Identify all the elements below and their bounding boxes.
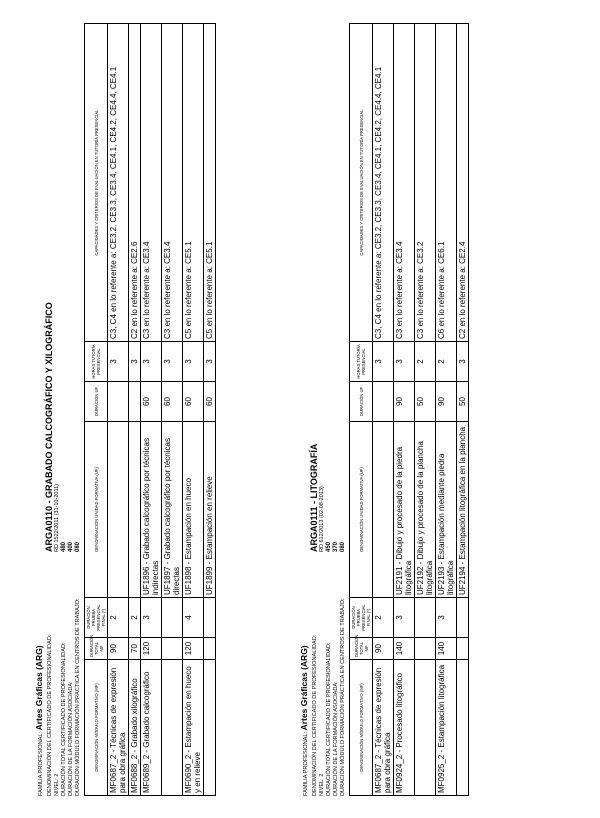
dur-uf-cell: 50 <box>457 382 469 422</box>
tutoria-cell: 3 <box>373 342 394 382</box>
dur-mf-cell: 140 <box>394 638 415 660</box>
certificate-code: ARGA0111 - LITOGRAFÍA <box>309 443 319 552</box>
duracion-total-value: 480 <box>61 541 67 552</box>
certificate-header <box>30 20 126 800</box>
col-dur-uf: DURACIÓN UF <box>85 382 108 422</box>
duracion-practica-label: DURACIÓN MÓDULO FORMACIÓN PRÁCTICA EN CENTROS DE TRABAJO: <box>75 598 81 796</box>
col-unidad: DENOMINACIÓN UNIDAD FORMATIVA (UF) <box>85 422 108 598</box>
nivel-label: NIVEL: 2 <box>319 773 325 796</box>
modulo-cell: MF0924_2 - Procesado litográfico <box>394 660 415 796</box>
col-horas-prueba: DURACIÓN PRUEBA PRESENCIAL FINAL (*) <box>350 598 373 638</box>
tutoria-cell: 3 <box>457 342 469 382</box>
col-modulo: DENOMINACIÓN MÓDULO FORMATIVO (MF) <box>350 660 373 796</box>
unidad-cell: UF1897 - Grabado calcográfico por técnicas directas <box>162 422 183 598</box>
dur-uf-cell: 60 <box>204 382 216 422</box>
familia-value: Artes Gráficas (ARG) <box>34 645 44 731</box>
table-row <box>415 24 436 796</box>
capacidades-cell: C3 en lo referente a: CE3.4 <box>141 24 162 342</box>
duracion-practica-value: 080 <box>75 541 81 552</box>
table-row <box>141 24 162 796</box>
col-unidad: DENOMINACIÓN UNIDAD FORMATIVA (UF) <box>350 422 373 598</box>
dur-uf-cell: 60 <box>162 382 183 422</box>
tutoria-cell: 3 <box>394 342 415 382</box>
prueba-cell <box>162 598 183 638</box>
dur-mf-cell: 140 <box>436 638 457 660</box>
capacidades-cell: C5 en lo referente a: CE5.1 <box>183 24 204 342</box>
dur-mf-cell: 120 <box>183 638 204 660</box>
duracion-practica-label: DURACIÓN MÓDULO FORMACIÓN PRÁCTICA EN CENTROS DE TRABAJO: <box>340 598 346 796</box>
unidad-cell: UF1898 - Estampación en hueco <box>183 422 204 598</box>
royal-decree: RD 1522/2011 (31-10-2011) <box>54 484 60 552</box>
col-horas-prueba: DURACIÓN PRUEBA PRESENCIAL FINAL (*) <box>85 598 108 638</box>
capacidades-cell: C2 en lo referente a: CE2.4 <box>457 24 469 342</box>
dur-uf-cell: 90 <box>436 382 457 422</box>
modulo-cell <box>457 660 469 796</box>
modulo-cell: MF0687_2 - Técnicas de expresión para obra gráfica <box>108 660 129 796</box>
modulo-cell <box>162 660 183 796</box>
familia-line <box>36 645 45 796</box>
familia-label: FAMILIA PROFESIONAL: <box>38 731 44 796</box>
certificate-code: ARGA0110 - GRABADO CALCOGRÁFICO Y XILOGRÁFICO <box>44 302 54 552</box>
duracion-formacion-value: 370 <box>333 541 339 552</box>
dur-mf-cell: 120 <box>141 638 162 660</box>
tutoria-cell: 3 <box>162 342 183 382</box>
prueba-cell: 2 <box>373 598 394 638</box>
certificate-block-arga0111 <box>295 20 555 800</box>
certificate-header <box>295 20 391 800</box>
table-row <box>457 24 469 796</box>
table-row <box>436 24 457 796</box>
modulo-cell: MF0925_2 - Estampación litográfica <box>436 660 457 796</box>
table-row <box>162 24 183 796</box>
prueba-cell: 3 <box>141 598 162 638</box>
unidad-cell: UF2191 - Dibujo y procesado de la piedra litográfica <box>394 422 415 598</box>
tutoria-cell: 3 <box>204 342 216 382</box>
dur-mf-cell: 70 <box>129 638 141 660</box>
royal-decree: RD 612/2013 (02-08-2013) <box>319 486 325 552</box>
table-row <box>129 24 141 796</box>
dur-mf-cell <box>162 638 183 660</box>
modulo-cell <box>415 660 436 796</box>
prueba-cell: 4 <box>183 598 204 638</box>
tutoria-cell: 2 <box>436 342 457 382</box>
denominacion-label: DENOMINACIÓN DEL CERTIFICADO DE PROFESIONALIDAD: <box>47 634 53 796</box>
nivel-label: NIVEL: 2 <box>54 773 60 796</box>
dur-uf-cell <box>129 382 141 422</box>
col-modulo: DENOMINACIÓN MÓDULO FORMATIVO (MF) <box>85 660 108 796</box>
dur-uf-cell: 50 <box>415 382 436 422</box>
tutoria-cell: 3 <box>141 342 162 382</box>
certificate-block-arga0110 <box>30 20 290 800</box>
dur-mf-cell <box>415 638 436 660</box>
unidad-cell: UF2192 - Dibujo y procesado de la plancha litográfica <box>415 422 436 598</box>
prueba-cell <box>204 598 216 638</box>
dur-mf-cell <box>204 638 216 660</box>
tutoria-cell: 3 <box>129 342 141 382</box>
col-capacidades: CAPACIDADES Y CRITERIOS DE EVALUACIÓN EN TUTORÍA PRESENCIAL <box>85 24 108 342</box>
table-row <box>183 24 204 796</box>
dur-uf-cell: 90 <box>394 382 415 422</box>
modulo-cell: MF0690_2 - Estampación en hueco y en relieve <box>183 660 204 796</box>
duracion-total-label: DURACIÓN TOTAL CERTIFICADO DE PROFESIONALIDAD: <box>326 642 332 796</box>
familia-line <box>301 645 310 796</box>
tutoria-cell: 2 <box>415 342 436 382</box>
denominacion-label: DENOMINACIÓN DEL CERTIFICADO DE PROFESIONALIDAD: <box>312 634 318 796</box>
unidad-cell: UF1899 - Estampación en relieve <box>204 422 216 598</box>
prueba-cell <box>457 598 469 638</box>
tutoria-cell: 3 <box>183 342 204 382</box>
tutoria-cell: 3 <box>108 342 129 382</box>
col-dur-mf: DURACIÓN TOTAL MF <box>85 638 108 660</box>
dur-mf-cell <box>457 638 469 660</box>
col-dur-uf: DURACIÓN UF <box>350 382 373 422</box>
capacidades-cell: C6 en lo referente a: CE6.1 <box>436 24 457 342</box>
prueba-cell: 2 <box>129 598 141 638</box>
col-horas-tutoria: HORAS TUTORÍA PRESENCIAL <box>85 342 108 382</box>
col-capacidades: CAPACIDADES Y CRITERIOS DE EVALUACIÓN EN TUTORÍA PRESENCIAL <box>350 24 373 342</box>
duracion-total-label: DURACIÓN TOTAL CERTIFICADO DE PROFESIONALIDAD: <box>61 642 67 796</box>
duracion-formacion-label: DURACIÓN DE LA FORMACIÓN ASOCIADA: <box>68 681 74 796</box>
table-row <box>394 24 415 796</box>
dur-uf-cell: 60 <box>183 382 204 422</box>
capacidades-cell: C3 en lo referente a: CE3.4 <box>162 24 183 342</box>
duracion-formacion-value: 400 <box>68 541 74 552</box>
modulo-cell: MF0687_2 - Técnicas de expresión para obra gráfica <box>373 660 394 796</box>
familia-value: Artes Gráficas (ARG) <box>299 645 309 731</box>
prueba-cell <box>415 598 436 638</box>
unidad-cell <box>129 422 141 598</box>
prueba-cell: 3 <box>436 598 457 638</box>
capacidades-cell: C3, C4 en lo referente a: CE3.2, CE3.3, CE3.4, CE4.1, CE4.2, CE4.4, CE4.1 <box>108 24 129 342</box>
dur-mf-cell: 90 <box>108 638 129 660</box>
dur-uf-cell: 60 <box>141 382 162 422</box>
col-dur-mf: DURACIÓN TOTAL MF <box>350 638 373 660</box>
unidad-cell: UF2194 - Estampación litográfica en la plancha <box>457 422 469 598</box>
duracion-formacion-label: DURACIÓN DE LA FORMACIÓN ASOCIADA: <box>333 681 339 796</box>
unidad-cell: UF1896 - Grabado calcográfico por técnicas indirectas <box>141 422 162 598</box>
col-horas-tutoria: HORAS TUTORÍA PRESENCIAL <box>350 342 373 382</box>
capacidades-cell: C3 en lo referente a: CE3.2 <box>415 24 436 342</box>
modulo-cell: MF0689_2 - Grabado calcográfico <box>141 660 162 796</box>
dur-mf-cell: 90 <box>373 638 394 660</box>
modulo-cell <box>204 660 216 796</box>
modulo-cell: MF0688_2 - Grabado xilográfico <box>129 660 141 796</box>
capacidades-cell: C3, C4 en lo referente a: CE3.2, CE3.3, CE3.4, CE4.1, CE4.2, CE4.4, CE4.1 <box>373 24 394 342</box>
familia-label: FAMILIA PROFESIONAL: <box>303 731 309 796</box>
capacidades-cell: C5 en lo referente a: CE5.1 <box>204 24 216 342</box>
unidad-cell: UF2193 - Estampación mediante piedra litográfica <box>436 422 457 598</box>
duracion-practica-value: 080 <box>340 541 346 552</box>
duracion-total-value: 450 <box>326 541 332 552</box>
prueba-cell: 2 <box>108 598 129 638</box>
capacidades-cell: C3 en lo referente a: CE3.4 <box>394 24 415 342</box>
prueba-cell: 3 <box>394 598 415 638</box>
table-row <box>204 24 216 796</box>
capacidades-cell: C2 en lo referente a: CE2.6 <box>129 24 141 342</box>
